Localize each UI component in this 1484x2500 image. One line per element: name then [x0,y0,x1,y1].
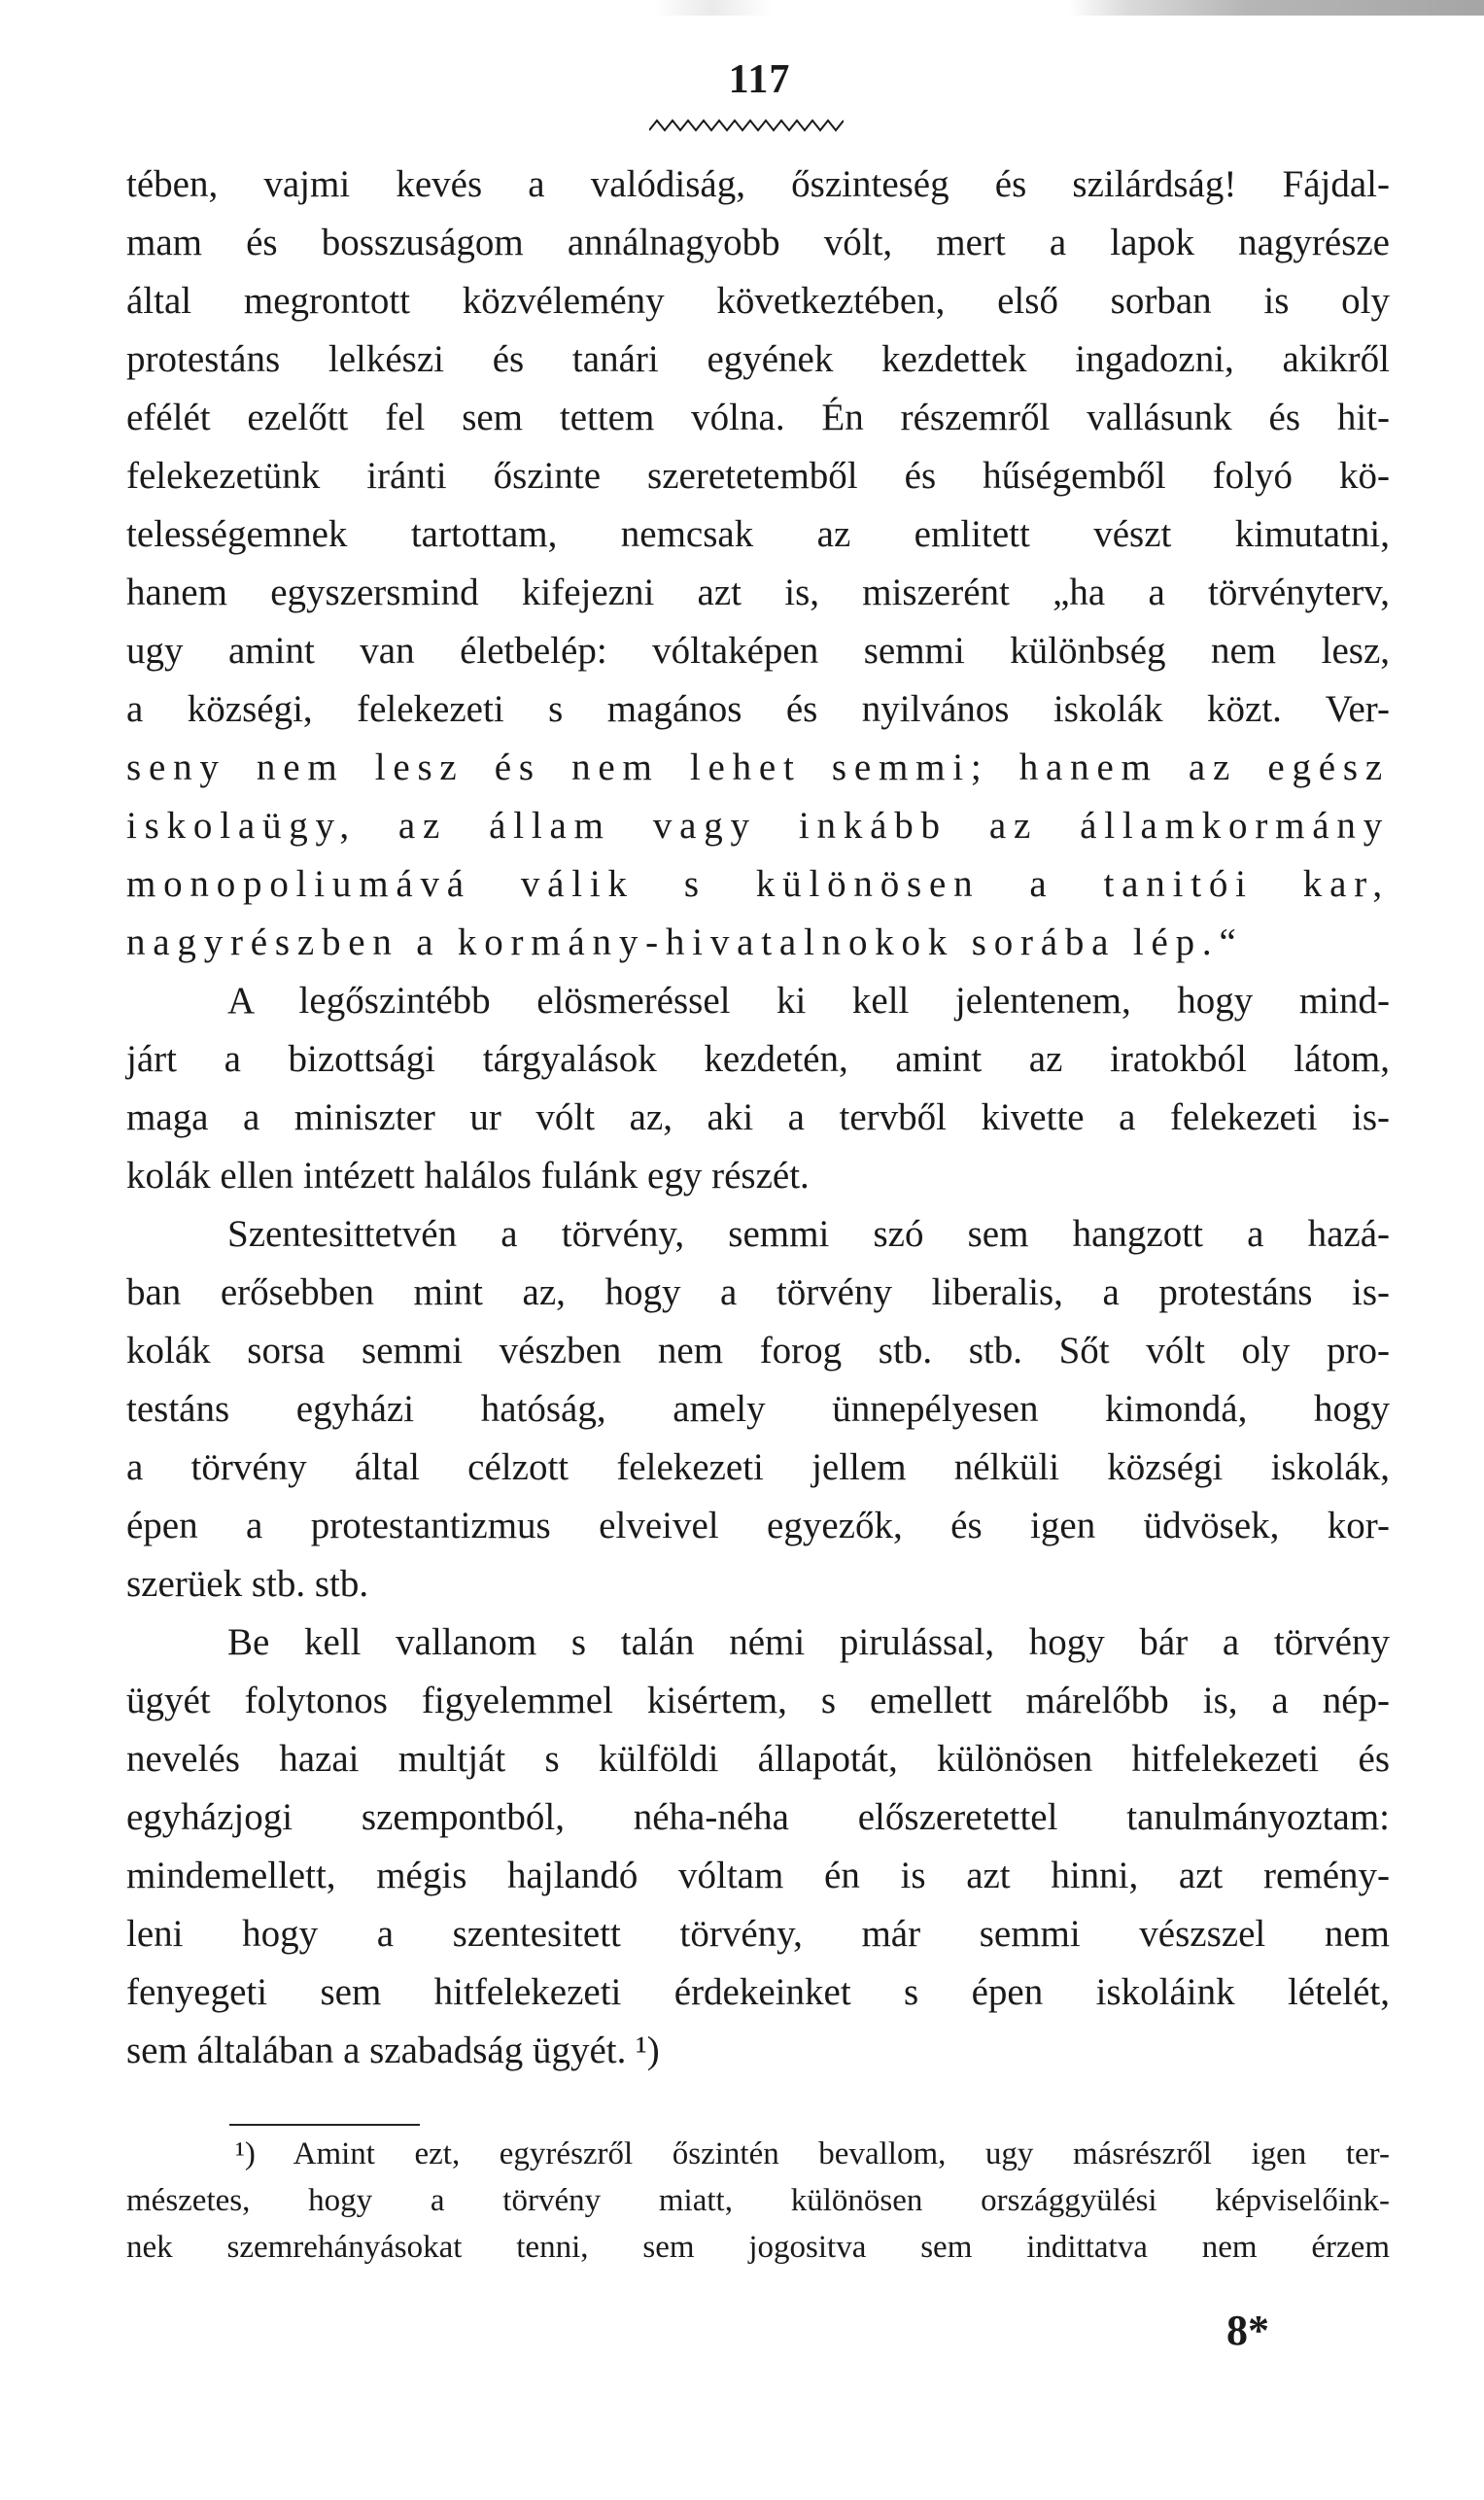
text-line: járt a bizottsági tárgyalások kezdetén, amint az iratokból látom, [126,1038,1390,1080]
text-line: egyházjogi szempontból, néha-néha előszeretettel tanulmányoztam: [126,1796,1390,1838]
text-line: nevelés hazai multját s külföldi állapotát, különösen hitfelekezeti és [126,1738,1390,1780]
footnote-line: nek szemrehányásokat tenni, sem jogositva sem indittatva nem érzem [126,2230,1390,2265]
footnote-line: ¹) Amint ezt, egyrészről őszintén bevallom, ugy másrészről igen ter- [235,2136,1390,2171]
scan-top-edge [0,0,1484,16]
text-line: kolák sorsa semmi vészben nem forog stb. stb. Sőt vólt oly pro- [126,1330,1390,1372]
body-text [126,156,1390,2080]
text-line: épen a protestantizmus elveivel egyezők, és igen üdvösek, kor- [126,1505,1390,1546]
quoted-text-line: monopoliumává válik s különösen a tanitói kar, [126,863,1390,905]
quoted-text-line: iskolaügy, az állam vagy inkább az államkormány [126,805,1390,847]
text-line: mindemellett, mégis hajlandó vóltam én is azt hinni, azt remény- [126,1855,1390,1896]
text-line: mam és bosszuságom annálnagyobb vólt, mert a lapok nagyrésze [126,222,1390,263]
paragraph-start-line: Szentesittetvén a törvény, semmi szó sem hangzott a hazá- [227,1213,1390,1255]
quoted-text-line: nagyrészben a kormány-hivatalnokok sorába lép.“ [126,921,1244,963]
text-line: által megrontott közvélemény következtében, első sorban is oly [126,280,1390,322]
signature-mark: 8* [1226,2307,1269,2354]
text-line: ugy amint van életbelép: vóltaképen semmi különbség nem lesz, [126,630,1390,672]
footnote-line: mészetes, hogy a törvény miatt, különösen országgyülési képviselőink- [126,2183,1390,2218]
footnotes [126,2131,1390,2271]
text-line: leni hogy a szentesitett törvény, már semmi vészszel nem [126,1913,1390,1955]
page-number: 117 [728,57,791,102]
text-line: protestáns lelkészi és tanári egyének kezdettek ingadozni, akikről [126,338,1390,380]
text-line: hanem egyszersmind kifejezni azt is, miszerént „ha a törvényterv, [126,572,1390,613]
text-line: efélét ezelőtt fel sem tettem vólna. Én részemről vallásunk és hit- [126,397,1390,438]
text-line: sem általában a szabadság ügyét. ¹) [126,2030,660,2071]
text-line: testáns egyházi hatóság, amely ünnepélyesen kimondá, hogy [126,1388,1390,1430]
text-line: fenyegeti sem hitfelekezeti érdekeinket s épen iskoláink lételét, [126,1971,1390,2013]
ornament-divider [649,117,844,136]
paragraph-start-line: Be kell vallanom s talán némi pirulással, hogy bár a törvény [227,1621,1390,1663]
text-line: ban erősebben mint az, hogy a törvény liberalis, a protestáns is- [126,1271,1390,1313]
text-line: a törvény által célzott felekezeti jellem nélküli községi iskolák, [126,1446,1390,1488]
quoted-text-line: seny nem lesz és nem lehet semmi; hanem az egész [126,747,1390,788]
text-line: ügyét folytonos figyelemmel kisértem, s emellett márelőbb is, a nép- [126,1680,1390,1721]
paragraph-start-line: A legőszintébb elösmeréssel ki kell jelentenem, hogy mind- [227,980,1390,1022]
text-line: felekezetünk iránti őszinte szeretetemből és hűségemből folyó kö- [126,455,1390,497]
text-line: a községi, felekezeti s magános és nyilvános iskolák közt. Ver- [126,688,1390,730]
text-line: maga a miniszter ur vólt az, aki a tervből kivette a felekezeti is- [126,1096,1390,1138]
text-line: telességemnek tartottam, nemcsak az emlitett vészt kimutatni, [126,513,1390,555]
text-line: kolák ellen intézett halálos fulánk egy részét. [126,1155,810,1197]
footnote-separator [229,2124,420,2126]
text-line: szerüek stb. stb. [126,1563,369,1605]
text-line: tében, vajmi kevés a valódiság, őszinteség és szilárdság! Fájdal- [126,163,1390,205]
